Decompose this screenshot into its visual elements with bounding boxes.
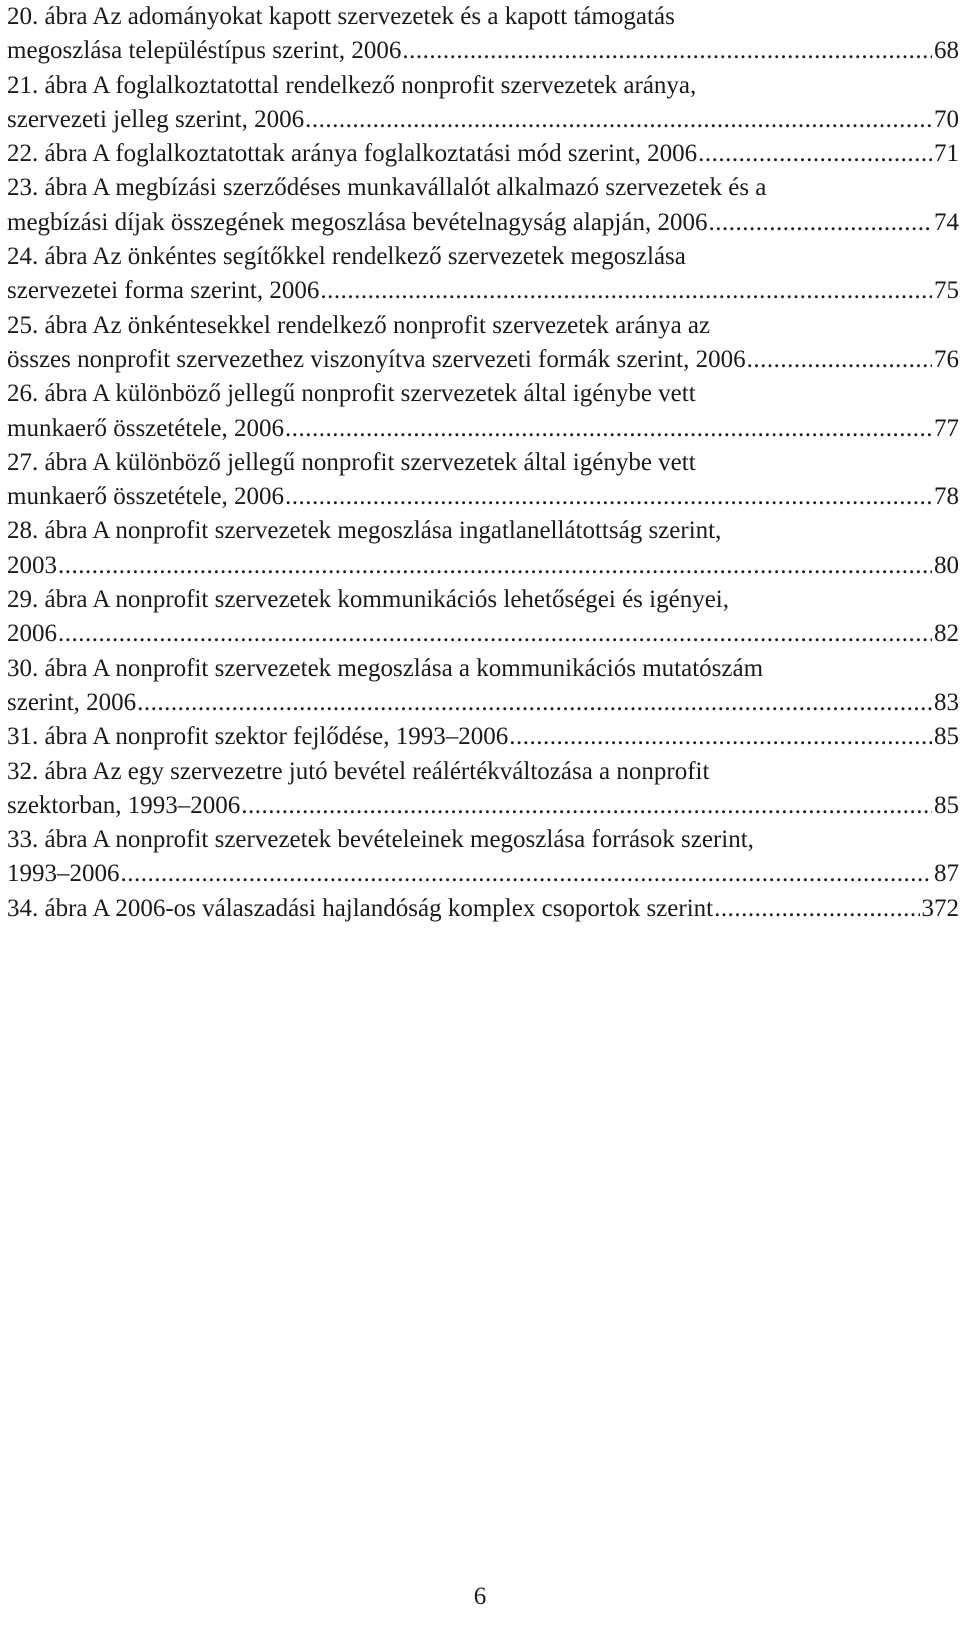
toc-entry-page: 68	[934, 37, 959, 65]
toc-entry-final-line	[7, 892, 959, 926]
toc-entry-page: 80	[934, 551, 959, 579]
dot-leader	[285, 480, 932, 514]
toc-entry-title: 34. ábra A 2006-os válaszadási hajlandóság komplex csoportok szerint	[7, 894, 714, 922]
dot-leader	[509, 720, 932, 754]
toc-entry-final-line	[7, 103, 959, 137]
toc-entry-title: szerint, 2006	[7, 688, 137, 716]
toc-entry-page: 83	[934, 688, 959, 716]
dot-leader	[402, 34, 932, 68]
toc-entry[interactable]	[7, 377, 959, 446]
toc-entry-page: 87	[934, 860, 959, 888]
toc-entry[interactable]	[7, 240, 959, 309]
toc-entry-final-line	[7, 343, 959, 377]
page-number: 6	[473, 1583, 487, 1610]
toc-entry-page: 70	[934, 105, 959, 133]
toc-entry-line: 29. ábra A nonprofit szervezetek kommunikációs lehetőségei és igényei,	[7, 586, 729, 614]
dot-leader	[137, 686, 932, 720]
toc-entry-final-line	[7, 720, 959, 754]
toc-entry[interactable]	[7, 823, 959, 892]
dot-leader	[320, 274, 932, 308]
toc-entry-final-line	[7, 857, 959, 891]
toc-entry-page: 78	[934, 483, 959, 511]
toc-entry-page: 77	[934, 414, 959, 442]
toc-entry-page: 82	[934, 620, 959, 648]
toc-entry-page: 75	[934, 277, 959, 305]
table-of-figures	[7, 0, 959, 926]
dot-leader	[305, 103, 932, 137]
toc-entry-title: munkaerő összetétele, 2006	[7, 414, 284, 442]
toc-entry-title: összes nonprofit szervezethez viszonyítva szervezeti formák szerint, 2006	[7, 345, 746, 373]
toc-entry-page: 71	[934, 140, 959, 168]
toc-entry-line: 27. ábra A különböző jellegű nonprofit szervezetek által igénybe vett	[7, 448, 696, 476]
toc-entry[interactable]	[7, 892, 959, 926]
toc-entry-line: 20. ábra Az adományokat kapott szervezetek és a kapott támogatás	[7, 3, 675, 30]
toc-entry-final-line	[7, 274, 959, 308]
toc-entry-final-line	[7, 686, 959, 720]
toc-entry-line: 23. ábra A megbízási szerződéses munkavállalót alkalmazó szervezetek és a	[7, 174, 767, 202]
toc-entry-final-line	[7, 206, 959, 240]
dot-leader	[698, 137, 932, 171]
toc-entry-final-line	[7, 137, 959, 171]
toc-entry-line: 30. ábra A nonprofit szervezetek megoszlása a kommunikációs mutatószám	[7, 654, 764, 682]
toc-entry-final-line	[7, 480, 959, 514]
toc-entry[interactable]	[7, 720, 959, 754]
toc-entry-line: 33. ábra A nonprofit szervezetek bevételeinek megoszlása források szerint,	[7, 826, 754, 854]
toc-entry-line: 21. ábra A foglalkoztatottal rendelkező nonprofit szervezetek aránya,	[7, 71, 697, 99]
toc-entry-final-line	[7, 617, 959, 651]
toc-entry-title: 31. ábra A nonprofit szektor fejlődése, 1993–2006	[7, 723, 509, 751]
toc-entry-line: 26. ábra A különböző jellegű nonprofit szervezetek által igénybe vett	[7, 380, 696, 408]
toc-entry-final-line	[7, 549, 959, 583]
dot-leader	[121, 857, 933, 891]
toc-entry-title: megbízási díjak összegének megoszlása bevételnagyság alapján, 2006	[7, 208, 708, 236]
toc-entry[interactable]	[7, 446, 959, 515]
toc-entry-title: 22. ábra A foglalkoztatottak aránya foglalkoztatási mód szerint, 2006	[7, 140, 698, 168]
toc-entry-title: munkaerő összetétele, 2006	[7, 483, 284, 511]
toc-entry-title: szervezetei forma szerint, 2006	[7, 277, 320, 305]
toc-entry[interactable]	[7, 652, 959, 721]
toc-entry-line: 24. ábra Az önkéntes segítőkkel rendelkező szervezetek megoszlása	[7, 243, 686, 271]
toc-entry[interactable]	[7, 137, 959, 171]
toc-entry[interactable]	[7, 583, 959, 652]
toc-entry-title: 2006	[7, 620, 57, 648]
toc-entry[interactable]	[7, 69, 959, 138]
toc-entry[interactable]	[7, 514, 959, 583]
dot-leader	[747, 343, 932, 377]
toc-entry-page: 372	[921, 894, 959, 922]
toc-entry-title: megoszlása településtípus szerint, 2006	[7, 37, 402, 65]
toc-entry[interactable]	[7, 0, 959, 69]
dot-leader	[58, 617, 932, 651]
dot-leader	[708, 206, 932, 240]
toc-entry-page: 85	[934, 723, 959, 751]
toc-entry-line: 32. ábra Az egy szervezetre jutó bevétel reálértékváltozása a nonprofit	[7, 757, 710, 785]
dot-leader	[58, 549, 932, 583]
toc-entry-title: 2003	[7, 551, 57, 579]
toc-entry-title: 1993–2006	[7, 860, 120, 888]
dot-leader	[285, 412, 932, 446]
toc-entry-page: 76	[934, 345, 959, 373]
toc-entry-page: 74	[934, 208, 959, 236]
toc-entry[interactable]	[7, 755, 959, 824]
toc-entry-final-line	[7, 789, 959, 823]
toc-entry-title: szektorban, 1993–2006	[7, 791, 241, 819]
toc-entry-line: 28. ábra A nonprofit szervezetek megoszlása ingatlanellátottság szerint,	[7, 517, 722, 545]
dot-leader	[241, 789, 932, 823]
toc-entry-line: 25. ábra Az önkéntesekkel rendelkező nonprofit szervezetek aránya az	[7, 311, 711, 339]
toc-entry-final-line	[7, 34, 959, 68]
toc-entry-final-line	[7, 412, 959, 446]
toc-entry-page: 85	[934, 791, 959, 819]
toc-entry[interactable]	[7, 171, 959, 240]
toc-entry-title: szervezeti jelleg szerint, 2006	[7, 105, 305, 133]
dot-leader	[714, 892, 919, 926]
toc-entry[interactable]	[7, 309, 959, 378]
